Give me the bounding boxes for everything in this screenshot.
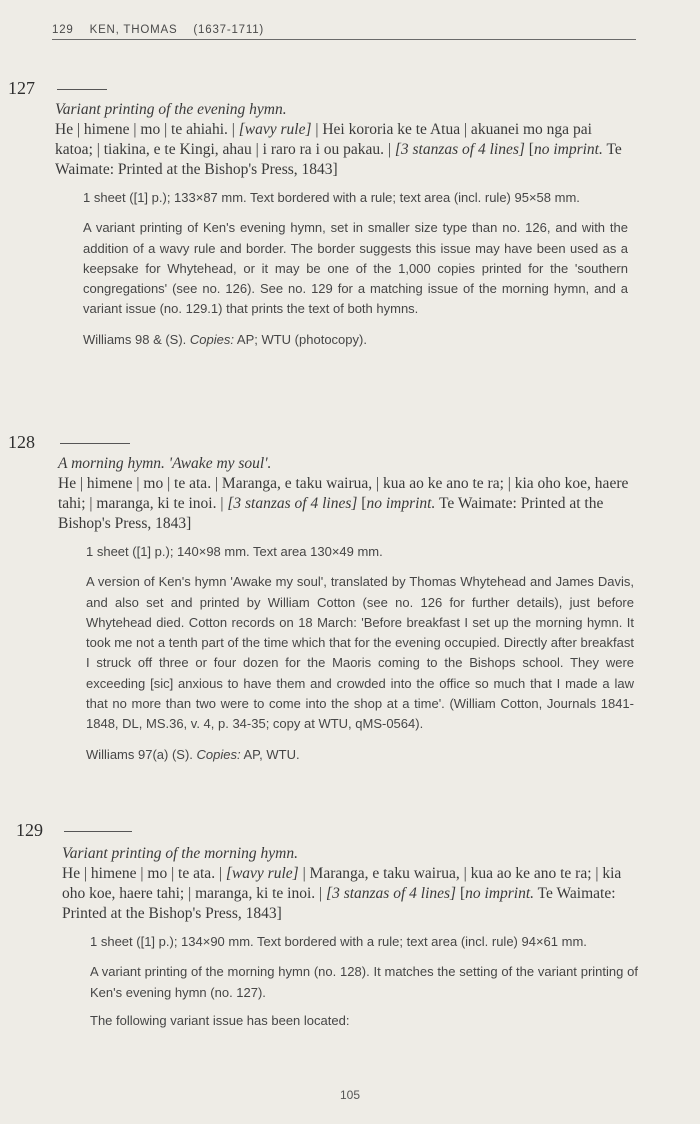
entry-number: 128 bbox=[8, 432, 35, 452]
entry-note: A variant printing of Ken's evening hymn, set in smaller size type than no. 126, and with the addition of a wavy rule and border. The border suggests this issue may have been used as a keepsake for Whytehead, or it may be one of the 1,000 copies printed for the 'southern congregations' (see no. 126). See no. 129 for a matching issue of the morning hymn, and a variant issue (no. 129.1) that prints the text of both hymns. bbox=[83, 220, 628, 317]
running-head-author: KEN, THOMAS bbox=[89, 24, 178, 36]
entry-title: Variant printing of the evening hymn. bbox=[55, 101, 287, 118]
entry-details bbox=[62, 932, 638, 1031]
entry-transcription: He | himene | mo | te ahiahi. | [wavy rule] | Hei kororia ke te Atua | akuanei mo nga pai katoa; | tiakina, e te Kingi, ahau | i raro ra i ou pakau. | [3 stanzas of 4 lines] [no imprint. Te Waimate: Printed at the Bishop's Press, 1843] bbox=[55, 121, 622, 178]
entry-rule bbox=[64, 831, 132, 832]
entry-rule bbox=[57, 89, 107, 90]
entry-references: Williams 97(a) (S). Copies: AP, WTU. bbox=[86, 746, 300, 762]
entry-body bbox=[58, 454, 634, 765]
entry-details bbox=[55, 188, 628, 350]
entry-number: 127 bbox=[8, 78, 35, 98]
entry-transcription: He | himene | mo | te ata. | Maranga, e taku wairua, | kua ao ke ano te ra; | kia oho koe, haere tahi; | maranga, ki te inoi. | [3 stanzas of 4 lines] [no imprint. Te Waimate: Printed at the Bishop's Press, 1843] bbox=[58, 475, 629, 532]
entry-number: 129 bbox=[16, 820, 43, 840]
physical-description: 1 sheet ([1] p.); 140×98 mm. Text area 130×49 mm. bbox=[86, 544, 383, 559]
entry-details bbox=[58, 542, 634, 765]
entry-title: Variant printing of the morning hymn. bbox=[62, 845, 298, 862]
physical-description: 1 sheet ([1] p.); 133×87 mm. Text bordered with a rule; text area (incl. rule) 95×58 mm. bbox=[83, 190, 580, 205]
entry-title: A morning hymn. 'Awake my soul'. bbox=[58, 455, 272, 472]
running-head-dates: (1637-1711) bbox=[193, 24, 265, 36]
entry-note: A version of Ken's hymn 'Awake my soul', translated by Thomas Whytehead and James Davis, and also set and printed by William Cotton (see no. 126 for further details), just before Whytehead died. Cotton records on 18 March: 'Before breakfast I set up the morning hymn. It took me not a tenth part of the time which that for the evening occupied. Directly after breakfast I struck off three or four dozen for the Maoris coming to the Bishops school. They were exceeding [sic] anxious to have them and crowded into the office so much that I made a law that no more than two were to come into the shop at a time'. (William Cotton, Journals 1841-1848, DL, MS.36, v. 4, p. 34-35; copy at WTU, qMS-0564). bbox=[86, 574, 634, 732]
following-note: The following variant issue has been located: bbox=[90, 1012, 350, 1028]
page-number: 105 bbox=[339, 1088, 361, 1102]
running-head-page-ref: 129 bbox=[52, 24, 74, 36]
entry-transcription: He | himene | mo | te ata. | [wavy rule] | Maranga, e taku wairua, | kua ao ke ano te ra; | kia oho koe, haere tahi; | maranga, ki te inoi. | [3 stanzas of 4 lines] [no imprint. Te Waimate: Printed at the Bishop's Press, 1843] bbox=[62, 865, 622, 922]
entry-body bbox=[55, 100, 628, 350]
physical-description: 1 sheet ([1] p.); 134×90 mm. Text bordered with a rule; text area (incl. rule) 94×61 mm. bbox=[90, 934, 587, 949]
entry-references: Williams 98 & (S). Copies: AP; WTU (photocopy). bbox=[83, 331, 367, 347]
entry-rule bbox=[60, 443, 130, 444]
entry-body bbox=[62, 844, 638, 1031]
running-head bbox=[52, 24, 636, 40]
entry-note: A variant printing of the morning hymn (no. 128). It matches the setting of the variant printing of Ken's evening hymn (no. 127). bbox=[90, 964, 638, 1000]
